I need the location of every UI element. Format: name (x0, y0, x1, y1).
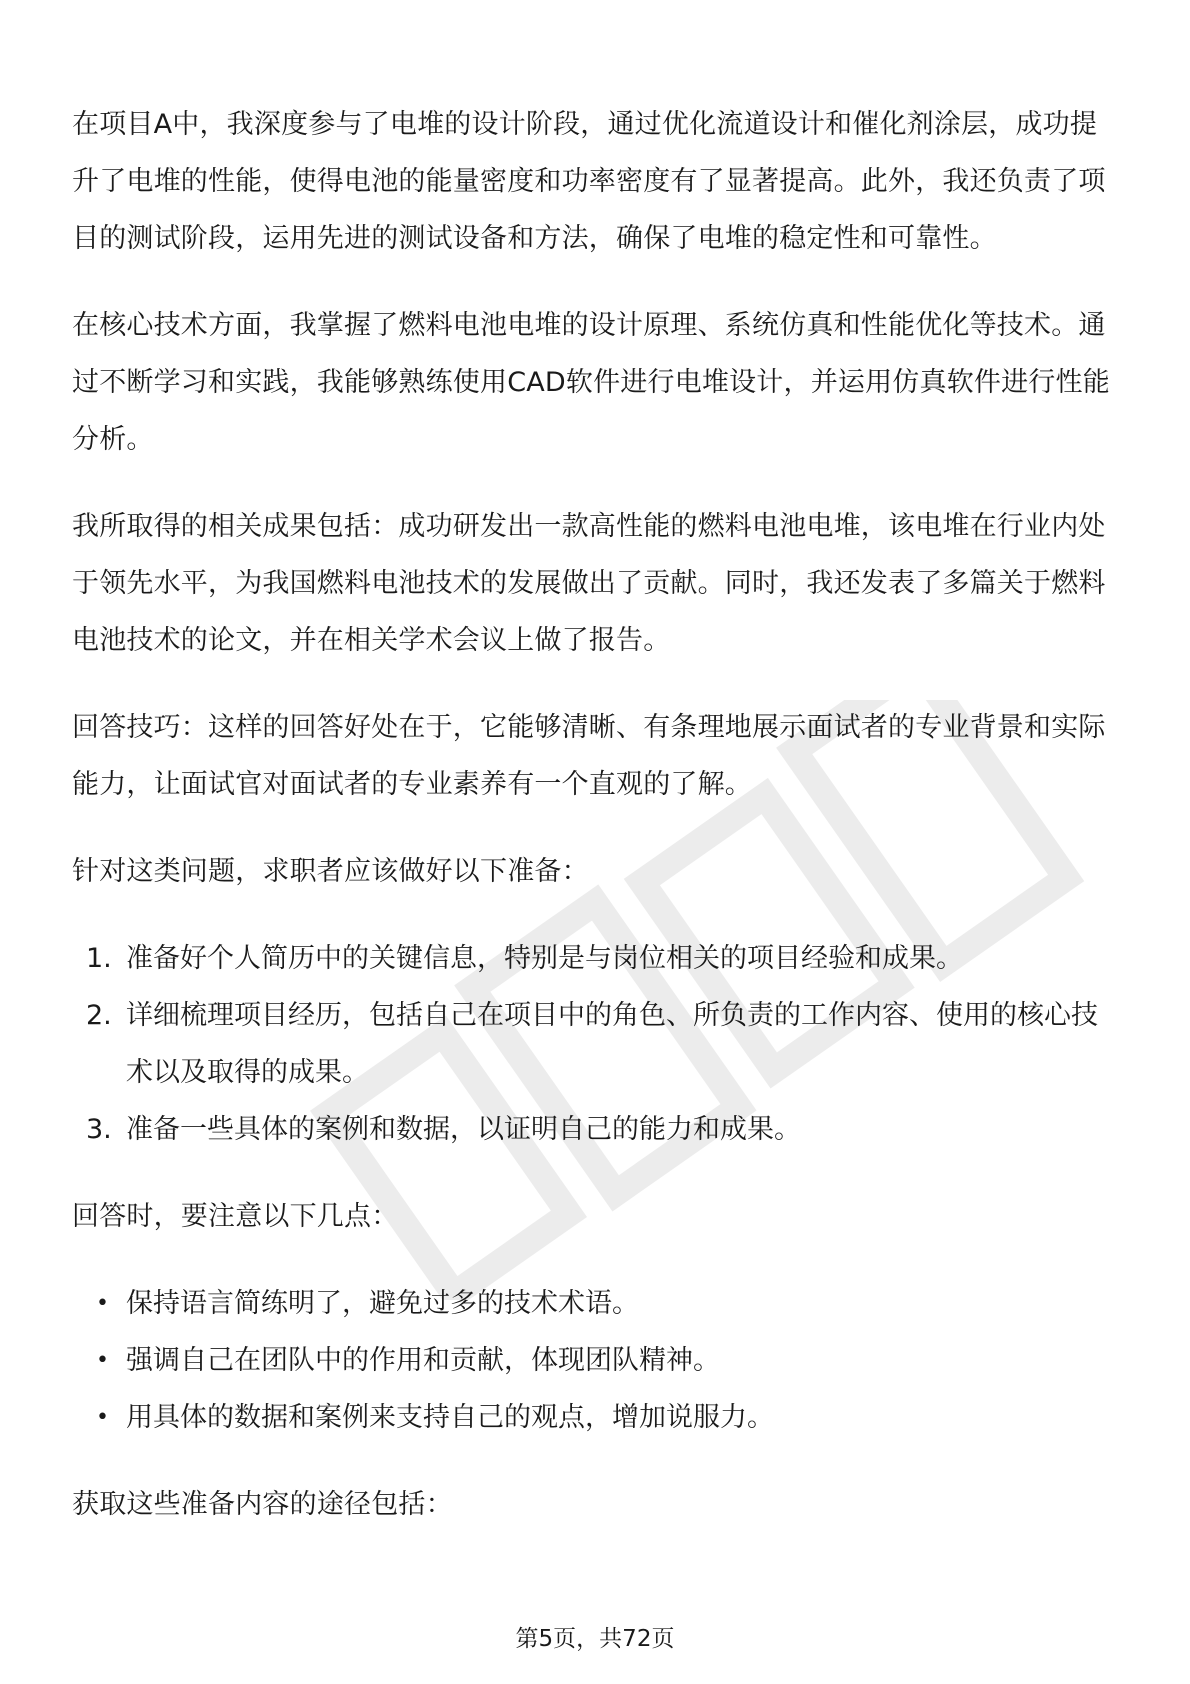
page-footer: 第5页，共72页 (515, 1626, 675, 1652)
list-number: 2. (86, 1000, 112, 1031)
list-item-text: 准备好个人简历中的关键信息，特别是与岗位相关的项目经验和成果。 (126, 943, 963, 974)
list-item (72, 987, 1122, 1101)
list-item (72, 1332, 1122, 1389)
bullet-marker: • (96, 1405, 109, 1430)
bullet-marker: • (96, 1348, 109, 1373)
list-item (72, 930, 1122, 987)
list-item-text: 准备一些具体的案例和数据，以证明自己的能力和成果。 (126, 1114, 801, 1145)
list-item-text: 用具体的数据和案例来支持自己的观点，增加说服力。 (126, 1402, 774, 1433)
paragraph-project-a: 在项目A中，我深度参与了电堆的设计阶段，通过优化流道设计和催化剂涂层，成功提升了电堆的性能，使得电池的能量密度和功率密度有了显著提高。此外，我还负责了项目的测试阶段，运用先进的测试设备和方法，确保了电堆的稳定性和可靠性。 (72, 109, 1106, 254)
paragraph-sources-intro: 获取这些准备内容的途径包括： (72, 1489, 453, 1520)
paragraph-answer-notes-intro: 回答时，要注意以下几点： (72, 1201, 399, 1232)
paragraph-answer-tips: 回答技巧：这样的回答好处在于，它能够清晰、有条理地展示面试者的专业背景和实际能力，让面试官对面试者的专业素养有一个直观的了解。 (72, 712, 1106, 800)
list-item-text: 详细梳理项目经历，包括自己在项目中的角色、所负责的工作内容、使用的核心技术以及取得的成果。 (126, 1000, 1098, 1088)
answer-notes-list (72, 1275, 1122, 1446)
list-item-text: 强调自己在团队中的作用和贡献，体现团队精神。 (126, 1345, 720, 1376)
document-body (72, 96, 1122, 1563)
list-item-text: 保持语言简练明了，避免过多的技术术语。 (126, 1288, 639, 1319)
list-item (72, 1275, 1122, 1332)
list-number: 3. (86, 1114, 112, 1145)
paragraph-achievements: 我所取得的相关成果包括：成功研发出一款高性能的燃料电池电堆，该电堆在行业内处于领先水平，为我国燃料电池技术的发展做出了贡献。同时，我还发表了多篇关于燃料电池技术的论文，并在相关学术会议上做了报告。 (72, 511, 1106, 656)
bullet-marker: • (96, 1291, 109, 1316)
list-number: 1. (86, 943, 112, 974)
paragraph-core-tech: 在核心技术方面，我掌握了燃料电池电堆的设计原理、系统仿真和性能优化等技术。通过不断学习和实践，我能够熟练使用CAD软件进行电堆设计，并运用仿真软件进行性能分析。 (72, 310, 1110, 455)
paragraph-preparation-intro: 针对这类问题，求职者应该做好以下准备： (72, 856, 589, 887)
preparation-list (72, 930, 1122, 1158)
list-item (72, 1389, 1122, 1446)
list-item (72, 1101, 1122, 1158)
